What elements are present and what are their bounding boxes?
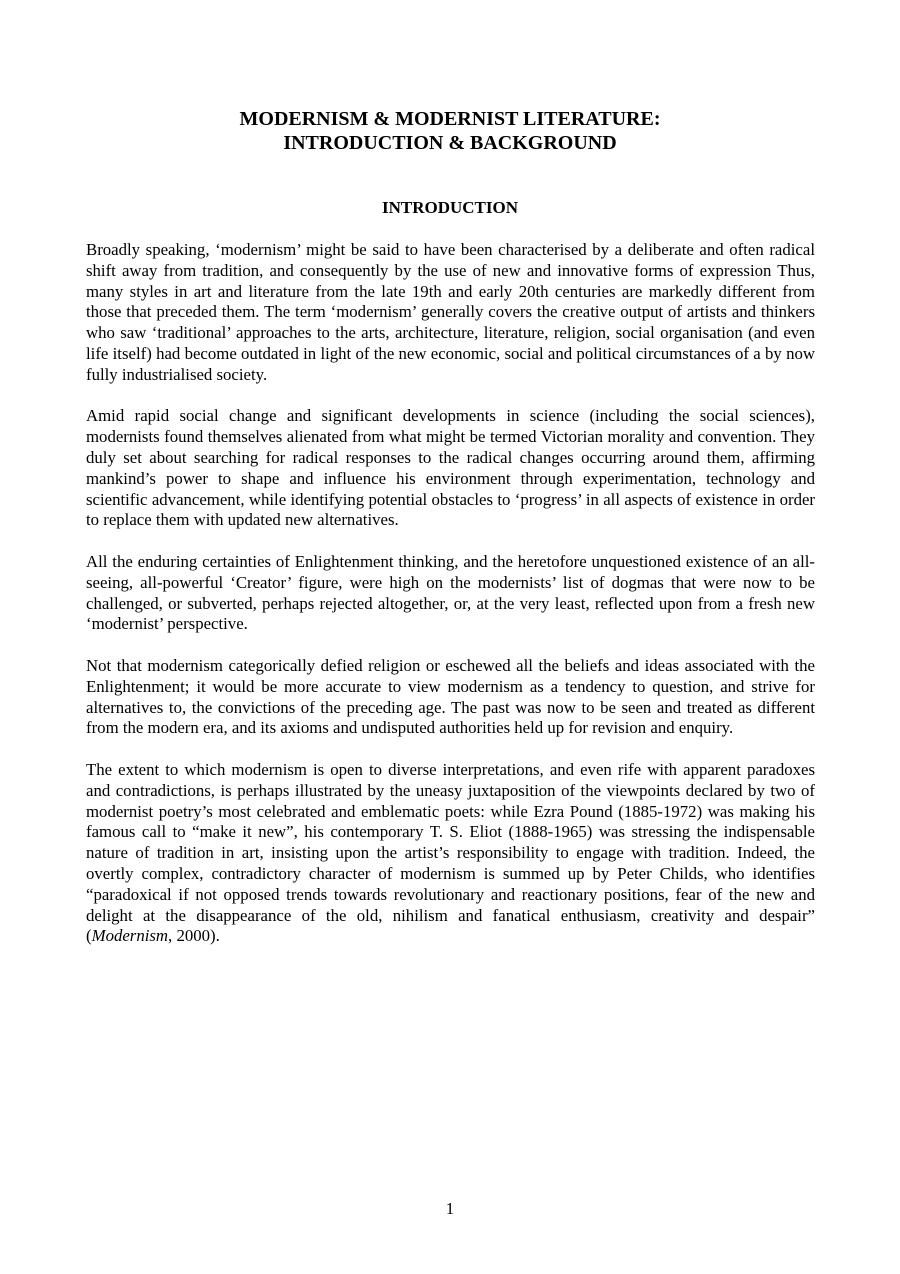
paragraph-3: All the enduring certainties of Enlightenment thinking, and the heretofore unquestioned existence of an all-seeing, all-powerful ‘Creator’ figure, were high on the modernists’ list of dogmas that were now to be challenged, or subverted, perhaps rejected altogether, or, at the very least, reflected upon from a fresh new ‘modernist’ perspective. (86, 551, 815, 634)
document-title (0, 107, 900, 155)
paragraph-2: Amid rapid social change and significant developments in science (including the social sciences), modernists found themselves alienated from what might be termed Victorian morality and convention. They duly set about searching for radical responses to the radical changes occurring around them, affirming mankind’s power to shape and influence his environment through experimentation, technology and scientific advancement, while identifying potential obstacles to ‘progress’ in all aspects of existence in order to replace them with updated new alternatives. (86, 406, 815, 530)
page-number: 1 (445, 1199, 455, 1218)
paragraph-5 (86, 760, 815, 947)
paragraph-1: Broadly speaking, ‘modernism’ might be said to have been characterised by a deliberate and often radical shift away from tradition, and consequently by the use of new and innovative forms of expression Thus, many styles in art and literature from the late 19th and early 20th centuries are markedly different from those that preceded them. The term ‘modernism’ generally covers the creative output of artists and thinkers who saw ‘traditional’ approaches to the arts, architecture, literature, religion, social organisation (and even life itself) had become outdated in light of the new economic, social and political circumstances of a by now fully industrialised society. (86, 240, 815, 384)
section-heading-introduction: INTRODUCTION (381, 198, 519, 217)
citation-year: , 2000). (168, 926, 220, 946)
citation-title: Modernism (91, 926, 169, 946)
body-text (86, 240, 815, 968)
paragraph-4: Not that modernism categorically defied religion or eschewed all the beliefs and ideas associated with the Enlightenment; it would be more accurate to view modernism as a tendency to question, and strive for alternatives to, the convictions of the preceding age. The past was now to be seen and treated as different from the modern era, and its axioms and undisputed authorities held up for revision and enquiry. (86, 655, 815, 738)
title-line-1: MODERNISM & MODERNIST LITERATURE: (239, 108, 661, 130)
paragraph-5-text: The extent to which modernism is open to diverse interpretations, and even rife with apparent paradoxes and contradictions, is perhaps illustrated by the uneasy juxtaposition of the viewpoints declared by two of modernist poetry’s most celebrated and emblematic poets: while Ezra Pound (1885-1972) was making his famous call to “make it new”, his contemporary T. S. Eliot (1888-1965) was stressing the indispensable nature of tradition in art, insisting upon the artist’s responsibility to engage with tradition. Indeed, the overtly complex, contradictory character of modernism is summed up by Peter Childs, who identifies “paradoxical if not opposed trends towards revolutionary and reactionary positions, fear of the new and delight at the disappearance of the old, nihilism and fanatical enthusiasm, creativity and despair” ( (86, 759, 815, 946)
title-line-2: INTRODUCTION & BACKGROUND (283, 132, 617, 154)
